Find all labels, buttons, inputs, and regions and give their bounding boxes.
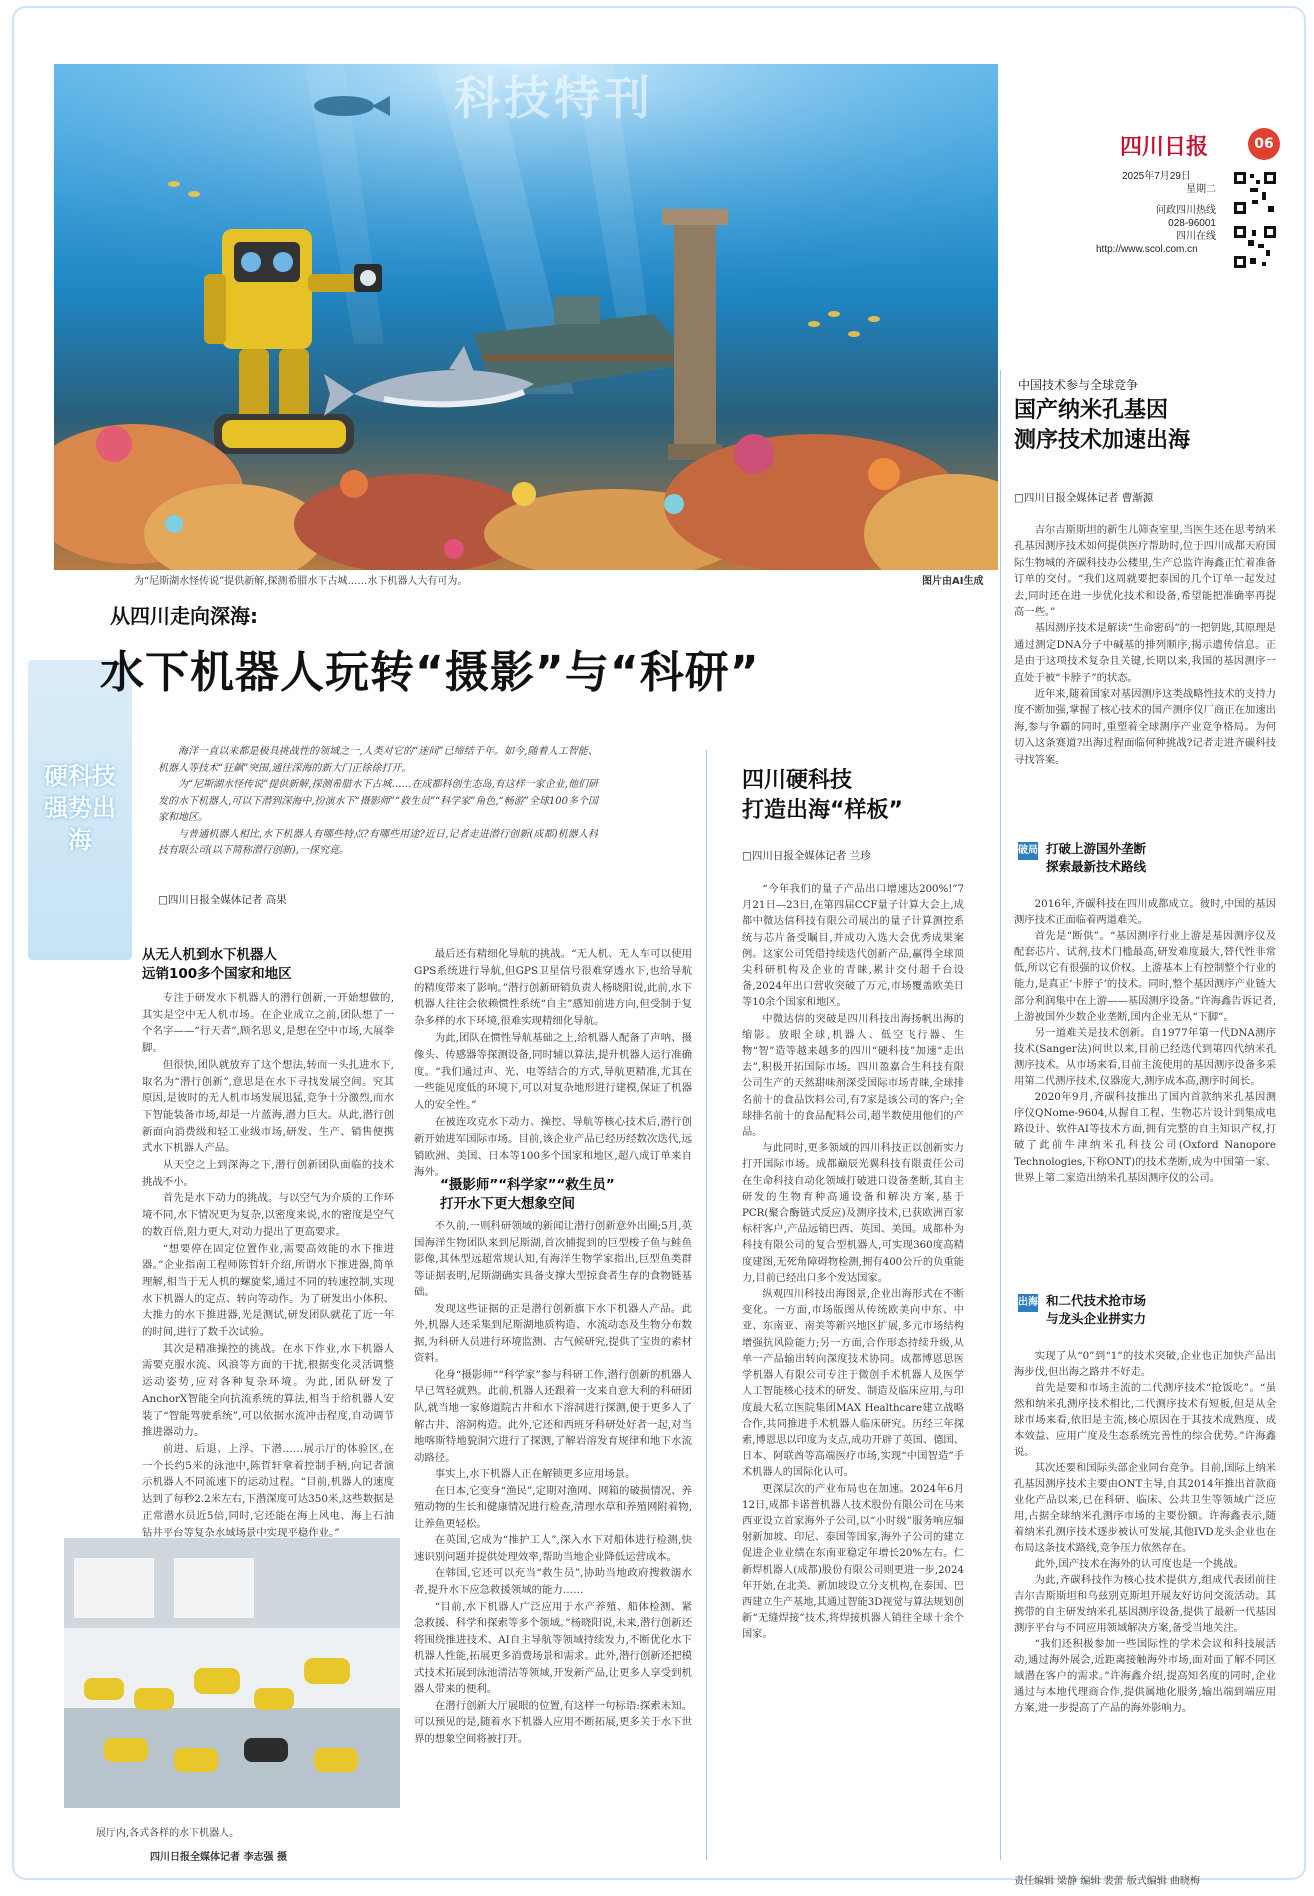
subhead-line: 探索最新技术路线 bbox=[1046, 859, 1147, 874]
intro-paragraph: 与普通机器人相比,水下机器人有哪些特点?有哪些用途?近日,记者走进潜行创新(成都)机器人科技有限公司(以下简称潜行创新),一探究竟。 bbox=[158, 828, 598, 856]
qr-code-icon bbox=[1232, 224, 1278, 270]
paragraph: 不久前,一则科研领域的新闻让潜行创新意外出圈;5月,英国海洋生物团队来到尼斯湖,首次捕捉到的巨型梭子鱼与鲑鱼影像,其休型远超常规认知,有海洋生物学家指出,巨型鱼类群等证据表明,尼斯湖确实具备支撑大型掠食者生存的食物链基础。 bbox=[414, 1220, 692, 1299]
paragraph: 在被连攻克水下动力、操控、导航等核心技术后,潜行创新开始进军国际市场。目前,该企业产品已经历经数次迭代,远销欧洲、美国、日本等100多个国家和地区,超八成订单来自海外。 bbox=[414, 1115, 692, 1179]
issue-weekday: 星期二 bbox=[1186, 184, 1216, 195]
intro bbox=[158, 744, 598, 860]
paragraph: 在韩国,它还可以充当“救生员”,协助当地政府搜救溺水者,提升水下应急救援领域的能力…… bbox=[414, 1567, 692, 1597]
right-headline bbox=[1014, 396, 1190, 456]
headline-line: 打造出海“样板” bbox=[742, 798, 903, 823]
right-byline: □四川日报全媒体记者 曹渐源 bbox=[1014, 492, 1154, 504]
paragraph: 其次是精准操控的挑战。在水下作业,水下机器人需要克服水流、风浪等方面的干扰,根据变化灵活调整运动姿势,应对各种复杂环境。为此,团队研发了AnchorX智能全向抗流系统的算法,相当于给机器人安装了“智能驾驶系统”,可以依据水流冲击程度,自动调节推进器动力。 bbox=[142, 1342, 394, 1439]
paragraph: 为此,齐碳科技作为核心技术提供方,组成代表团前往吉尔吉斯斯坦和乌兹别克斯坦开展友好访问交流活动。其携带的自主研发纳米孔基因测序设备,提供了最新一代基因测序平台与不同应用领域解决方案,备受当地关注。 bbox=[1014, 1574, 1276, 1634]
hero-illustration bbox=[54, 64, 998, 570]
paragraph: 更深层次的产业布局也在加速。2024年6月12日,成都卡诺普机器人技术股份有限公司在马来西亚设立首家海外子公司,以“小时级”服务响应辐射新加坡、印尼、泰国等国家,海外子公司的建立促进企业业绩在东南亚稳定年增长20%左右。仁新焊机器人(成都)股份有限公司则更进一步,2024年开始,在北美、新加坡设立分支机构,在泰国、巴西建立生产基地,其通过智能3D视觉与算法规划创新“无缝焊接”技术,将焊接机器人销往全球十余个国家。 bbox=[742, 1483, 964, 1641]
side-banner bbox=[28, 660, 132, 960]
right-subhead-1 bbox=[1046, 840, 1146, 876]
paragraph: 实现了从“0”到“1”的技术突破,企业也正加快产品出海步伐,但出海之路并不好走。 bbox=[1014, 1350, 1276, 1378]
paragraph: 近年来,随着国家对基因测序这类战略性技术的支持力度不断加强,掌握了核心技术的国产测序仪厂商正在加速出海,参与争霸的同时,重塑着全球测序产业竞争格局。为何切入这条赛道?出海过程面临何种挑战?记者走进齐碳科技寻找答案。 bbox=[1014, 688, 1276, 766]
main-byline: □四川日报全媒体记者 高果 bbox=[158, 894, 287, 906]
paragraph: 事实上,水下机器人正在解锁更多应用场景。 bbox=[434, 1468, 636, 1481]
paragraph: “今年我们的量子产品出口增速达200%!”7月21日—23日,在第四届CCF量子计算大会上,成都中微达信科技有限公司展出的量子计算测控系统与芯片备受瞩目,并成功入选大会优秀成果案例。这家公司凭借持续迭代创新产品,赢得全球顶尖科研机构及企业的青睐,累计交付超千台设备,2024年出口营收突破了万元,市场覆盖欧美日等10余个国家和地区。 bbox=[742, 884, 964, 1009]
hotline-number: 028-96001 bbox=[1168, 218, 1216, 229]
main-headline: 水下机器人玩转“摄影”与“科研” bbox=[100, 647, 760, 698]
paragraph: 纵观四川科技出海图景,企业出海形式在不断变化。一方面,市场版图从传统欧美向中东、中亚、东南亚、南美等新兴地区扩展,多元市场结构增强抗风险能力;另一方面,合作形态持续升级,从单一产品输出转向深度技术协同。成都博恩思医学机器人有限公司专注于微创手术机器人及医学人工智能核心技术的研发、制造及临床应用,与印度最大私立医院集团MAX Healthcare建立战略合作,共同推进手术机器人临床研究。历经三年探索,博恩思以印度为支点,成功开辟了英国、德国、日本、阿联酋等高端医疗市场,实现“中国智造”手术机器人的国际化认可。 bbox=[742, 1289, 964, 1479]
paragraph: 2020年9月,齐碳科技推出了国内首款纳米孔基因测序仪QNome-9604,从握自工程、生物芯片设计到集成电路设计、软件AI等技术方面,拥有完整的自主知识产权,打破了此前牛津纳米孔科技公司(Oxford Nanopore Technologies,下称ONT)的技术垄断,成为中国第一家、世界上第二家造出纳米孔基因测序仪的公司。 bbox=[1014, 1091, 1276, 1184]
intro-paragraph: 为“尼斯湖水怪传说”提供新解,探测希腊水下古城……在成都科创生态岛,有这样一家企业,他们研发的水下机器人,可以下潜到深海中,扮演水下“摄影师”“救生员”“科学家”角色,“畅游”全球100多个国家和地区。 bbox=[158, 779, 598, 823]
paragraph: 化身“摄影师”“科学家”参与科研工作,潜行创新的机器人早已驾轻就熟。此前,机器人还跟着一支来自意大利的科研团队,就当地一家修道院古井和水下溶洞进行探测,便于更多人了解古井、溶洞构造。此外,它还和西班牙科研处好者一起,对当地喀斯特地貌洞穴进行了探测,了解岩溶发育规律和地下水流动路径。 bbox=[414, 1368, 692, 1464]
paragraph: 从天空之上到深海之下,潜行创新团队面临的技术挑战不小。 bbox=[142, 1159, 394, 1188]
column-divider bbox=[706, 750, 707, 1860]
paragraph: 首先是要和市场主流的二代测序技术“抢饭吃”。“虽然和纳米孔测序技术相比,二代测序技术有短板,但是从全球市场来看,依旧是主流,核心原因在于其技术成熟度、成本效益、应用广度及生态系统完善性的综合优势。”许海鑫说。 bbox=[1014, 1382, 1276, 1458]
footer-editors: 责任编辑 梁静 编辑 裴蕾 版式编辑 曲晓梅 bbox=[1014, 1876, 1200, 1887]
paragraph: 在日本,它变身“渔民”,定期对渔网、网箱的破损情况、养殖动物的生长和健康情况进行检查,清理水草和养殖网附着物,让养鱼更轻松。 bbox=[414, 1484, 692, 1530]
section-title: 科技特刊 bbox=[454, 71, 654, 125]
paragraph: 与此同时,更多领域的四川科技正以创新实力打开国际市场。成都巅辰光翼科技有限责任公司在生命科技自动化领域打破进口设备垄断,其自主研发的生物育种高通设备和解决方案,基于PCR(聚合酶链式反应)及测序技术,已获欧洲百家标杆客户,产品远销巴西、英国、美国。成都朴为科技有限公司的复合型机器人,可实现360度高精度建图,无死角障碍物检测,拥有400公斤的负重能力,目前已经出口多个发达国家。 bbox=[742, 1143, 964, 1284]
hero-caption: 为“尼斯湖水怪传说”提供新解,探测希腊水下古城……水下机器人大有可为。 bbox=[134, 576, 468, 587]
paragraph: 最后还有精细化导航的挑战。“无人机、无人车可以使用GPS系统进行导航,但GPS卫星信号很难穿透水下,也给导航的精度带来了影响。”潜行创新研销负责人杨晓阳说,此前,水下机器人往往会依赖惯性系统“自主”感知前进方向,但受制于复杂多样的水下环境,很难实现精细化导航。 bbox=[414, 948, 692, 1028]
column-divider bbox=[1000, 370, 1001, 1860]
subhead-line: 与龙头企业拼实力 bbox=[1046, 1311, 1147, 1326]
paragraph: 2016年,齐碳科技在四川成都成立。彼时,中国的基因测序技术正面临着两道难关。 bbox=[1014, 898, 1276, 927]
paragraph: 另一道难关是技术创新。自1977年第一代DNA测序技术(Sanger法)问世以来,目前已经迭代到第四代纳米孔测序技术。从市场来看,目前主流使用的基因测序设备多采用第二代测序技术,仪器庞大,测序成本高,测序时间长。 bbox=[1014, 1026, 1276, 1088]
paragraph: 首先是水下动力的挑战。与以空气为介质的工作环境不同,水下情况更为复杂,以密度来说,水的密度是空气的数百倍,阻力更大,对动力提出了更高要求。 bbox=[142, 1192, 394, 1238]
site-url: http://www.scol.com.cn bbox=[1096, 244, 1198, 255]
qr-code-icon bbox=[1232, 170, 1278, 216]
section-tag: 破局 bbox=[1018, 842, 1038, 860]
paragraph: 中微达信的突破是四川科技出海扬帆出海的缩影。放眼全球,机器人、低空飞行器、生物“智”造等越来越多的四川“硬科技”加速“走出去”,积极开拓国际市场。四川盈嘉合生科技有限公司生产的天然甜味剂深受国际市场青睐,全球排名前十的食品饮料公司,有7家是该公司的客户;全球排名前十的食品配料公司,超半数使用他们的产品。 bbox=[742, 1013, 964, 1139]
side-banner-text: 硬科技 强势出海 bbox=[44, 762, 116, 854]
section-tag: 出海 bbox=[1018, 1294, 1038, 1312]
issue-date: 2025年7月29日 bbox=[1122, 171, 1191, 182]
paragraph: “目前,水下机器人广泛应用于水产养殖、船体检测、紧急救援、科学和探索等多个领域。”杨晓阳说,未来,潜行创新还将围绕推进技术、AI自主导航等领域持续发力,不断优化水下机器人性能,拓展更多消费场景和需求。此外,潜行创新还把模式技术拓展到泳池清洁等领域,开发新产品,让更多人享受到机器人带来的便利。 bbox=[414, 1600, 692, 1696]
photo-caption: 展厅内,各式各样的水下机器人。 bbox=[96, 1828, 240, 1839]
hero-credit: 图片由AI生成 bbox=[922, 576, 984, 587]
masthead-info bbox=[1096, 170, 1216, 256]
main-subhead-2 bbox=[440, 1176, 690, 1214]
middle-byline: □四川日报全媒体记者 兰珍 bbox=[742, 850, 871, 862]
subhead-line: 打破上游国外垄断 bbox=[1046, 841, 1147, 856]
newspaper-logo: 四川日报 bbox=[1120, 134, 1209, 160]
main-column-1 bbox=[142, 990, 394, 1541]
main-column-2b bbox=[414, 1218, 692, 1748]
paragraph: 其次还要和国际头部企业同台竞争。目前,国际上纳米孔基因测序技术主要由ONT主导,自其2014年推出首款商业化产品以来,已在科研、临床、公共卫生等领域广泛应用,占据全球纳米孔测序市场的主要份额。许海鑫表示,随着纳米孔测序技术逐步被认可发展,其他IVD龙头企业也在布局这条技术路线,竞争压力依然存在。 bbox=[1014, 1462, 1276, 1554]
right-kicker: 中国技术参与全球竞争 bbox=[1018, 378, 1139, 392]
subhead-line: 远销100多个国家和地区 bbox=[142, 966, 292, 982]
site-label: 四川在线 bbox=[1176, 231, 1216, 242]
paragraph: 专注于研发水下机器人的潜行创新,一开始想做的,其实是空中无人机市场。在企业成立之前,团队想了一个名字——“行天者”,顾名思义,是想在空中市场,大展拳脚。 bbox=[142, 992, 394, 1055]
paragraph: 为此,团队在惯性导航基础之上,给机器人配备了声呐、摄像头、传感器等探测设备,同时辅以算法,提升机器人运行准确度。“我们通过声、光、电等结合的方式,导航更精准,尤其在一些能见度低的环境下,可以对复杂地形进行建模,保证了机器人的安全性。” bbox=[414, 1031, 692, 1112]
main-column-2a bbox=[414, 946, 692, 1181]
paragraph: 吉尔吉斯斯坦的新生儿筛查室里,当医生还在思考纳米孔基因测序技术如何提供医疗帮助时,位于四川成都天府国际生物城的齐碳科技办公楼里,生产总监许海鑫正忙着准备订单的交付。“我们这周就要把泰国的几个订单一起发过去,同时还在进一步优化技术和设备,希望能把准确率再提高一些。” bbox=[1014, 524, 1276, 619]
headline-line: 四川硬科技 bbox=[742, 768, 853, 793]
right-column-3 bbox=[1014, 1348, 1276, 1716]
headline-line: 测序技术加速出海 bbox=[1014, 428, 1191, 453]
page-number-badge: 06 bbox=[1248, 128, 1280, 160]
paragraph: 发现这些证据的正是潜行创新旗下水下机器人产品。此外,机器人还采集到尼斯湖地质构造、水流动态及生物分布数据,为科研人员进行环境监测、古气候研究,提供了宝贵的素材资料。 bbox=[414, 1302, 692, 1365]
paragraph: “想要停在固定位置作业,需要高效能的水下推进器。”企业指南工程师陈哲轩介绍,所谓水下推进器,简单理解,相当于无人机的螺旋桨,通过不同的转速控制,实现水下机器人的定点、转向等动作。为了研发出小体积、大推力的水下推进器,光是测试,研发团队就花了近一年的时间,进行了数千次试验。 bbox=[142, 1242, 394, 1339]
intro-paragraph: 海洋一直以来都是极具挑战性的领域之一,人类对它的“迷间”已缔结千年。如今,随着人工智能、机器人等技术“狂飙”突围,通往深海的新大门正徐徐打开。 bbox=[158, 746, 598, 774]
right-column-1 bbox=[1014, 522, 1276, 768]
paragraph: 在英国,它成为“推护工人”,深入水下对船体进行检测,快速识别问题并提供处理效率,帮助当地企业降低运营成本。 bbox=[414, 1534, 692, 1563]
right-column-2 bbox=[1014, 896, 1276, 1186]
paragraph: 但很快,团队就放弃了这个想法,转而一头扎进水下,取名为“潜行创新”,意思是在水下寻找发展空间。究其原因,是彼时的无人机市场发展迅猛,竞争十分激烈,而水下智能装备市场,却是一片蓝海,潜力巨大。从此,潜行创新面向消费级和轻工业级市场,研发、生产、销售便携式水下机器人产品。 bbox=[142, 1058, 394, 1155]
paragraph: 此外,国产技术在海外的认可度也是一个挑战。 bbox=[1034, 1558, 1244, 1570]
hotline-label: 问政四川热线 bbox=[1156, 205, 1216, 216]
main-subhead-1 bbox=[142, 946, 402, 984]
paragraph: 在潜行创新大厅展眼的位置,有这样一句标语:探索未知。可以预见的是,随着水下机器人应用不断拓展,更多关于水下世界的想象空间将被打开。 bbox=[414, 1699, 692, 1745]
subhead-line: “摄影师”“科学家”“救生员” bbox=[440, 1177, 615, 1193]
exhibit-photo bbox=[64, 1538, 400, 1808]
photo-credit: 四川日报全媒体记者 李志强 摄 bbox=[150, 1852, 287, 1863]
paragraph: “我们还积极参加一些国际性的学术会议和科技展活动,通过海外展会,近距离接触海外市场,面对面了解不同区域潜在客户的需求。”许海鑫介绍,提高知名度的同时,企业通过与本地代理商合作,提供属地化服务,输出端到端应用方案,进一步提高了产品的海外影响力。 bbox=[1014, 1638, 1276, 1714]
right-subhead-2 bbox=[1046, 1292, 1146, 1328]
paragraph: 首先是“断供”。“基因测序行业上游是基因测序仪及配套芯片、试剂,技术门槛最高,研发难度最大,替代性非常低,所以它有很强的议价权。上游基本上有控制整个行业的能力,是真正‘卡脖子’的技术。同时,整个基因测序产业链大部分利润集中在上游——基因测序设备。”许海鑫告诉记者,上游被国外少数企业垄断,国内企业无从“下脚”。 bbox=[1014, 930, 1276, 1023]
subhead-line: 打开水下更大想象空间 bbox=[440, 1196, 575, 1212]
paragraph: 前进、后退、上浮、下潜……展示厅的体验区,在一个长约5米的泳池中,陈哲轩拿着控制手柄,向记者演示机器人不同流速下的运动过程。“目前,机器人的速度达到了每秒2.2米左右,下潜深度可达350米,这些数据是正常潜水员近5倍,同时,它还能在海上风电、海上石油钻井平台等复杂水域场景中实现平稳作业。” bbox=[142, 1442, 394, 1539]
main-kicker: 从四川走向深海: bbox=[110, 604, 258, 628]
paragraph: 基因测序技术是解读“生命密码”的一把钥匙,其原理是通过测定DNA分子中碱基的排列顺序,揭示遗传信息。正是由于这项技术复杂且关键,长期以来,我国的基因测序一直处于被“卡脖子”的状态。 bbox=[1014, 622, 1276, 684]
middle-column bbox=[742, 882, 964, 1644]
subhead-line: 从无人机到水下机器人 bbox=[142, 947, 277, 963]
middle-headline bbox=[742, 766, 903, 826]
subhead-line: 和二代技术抢市场 bbox=[1046, 1293, 1147, 1308]
headline-line: 国产纳米孔基因 bbox=[1014, 398, 1169, 423]
